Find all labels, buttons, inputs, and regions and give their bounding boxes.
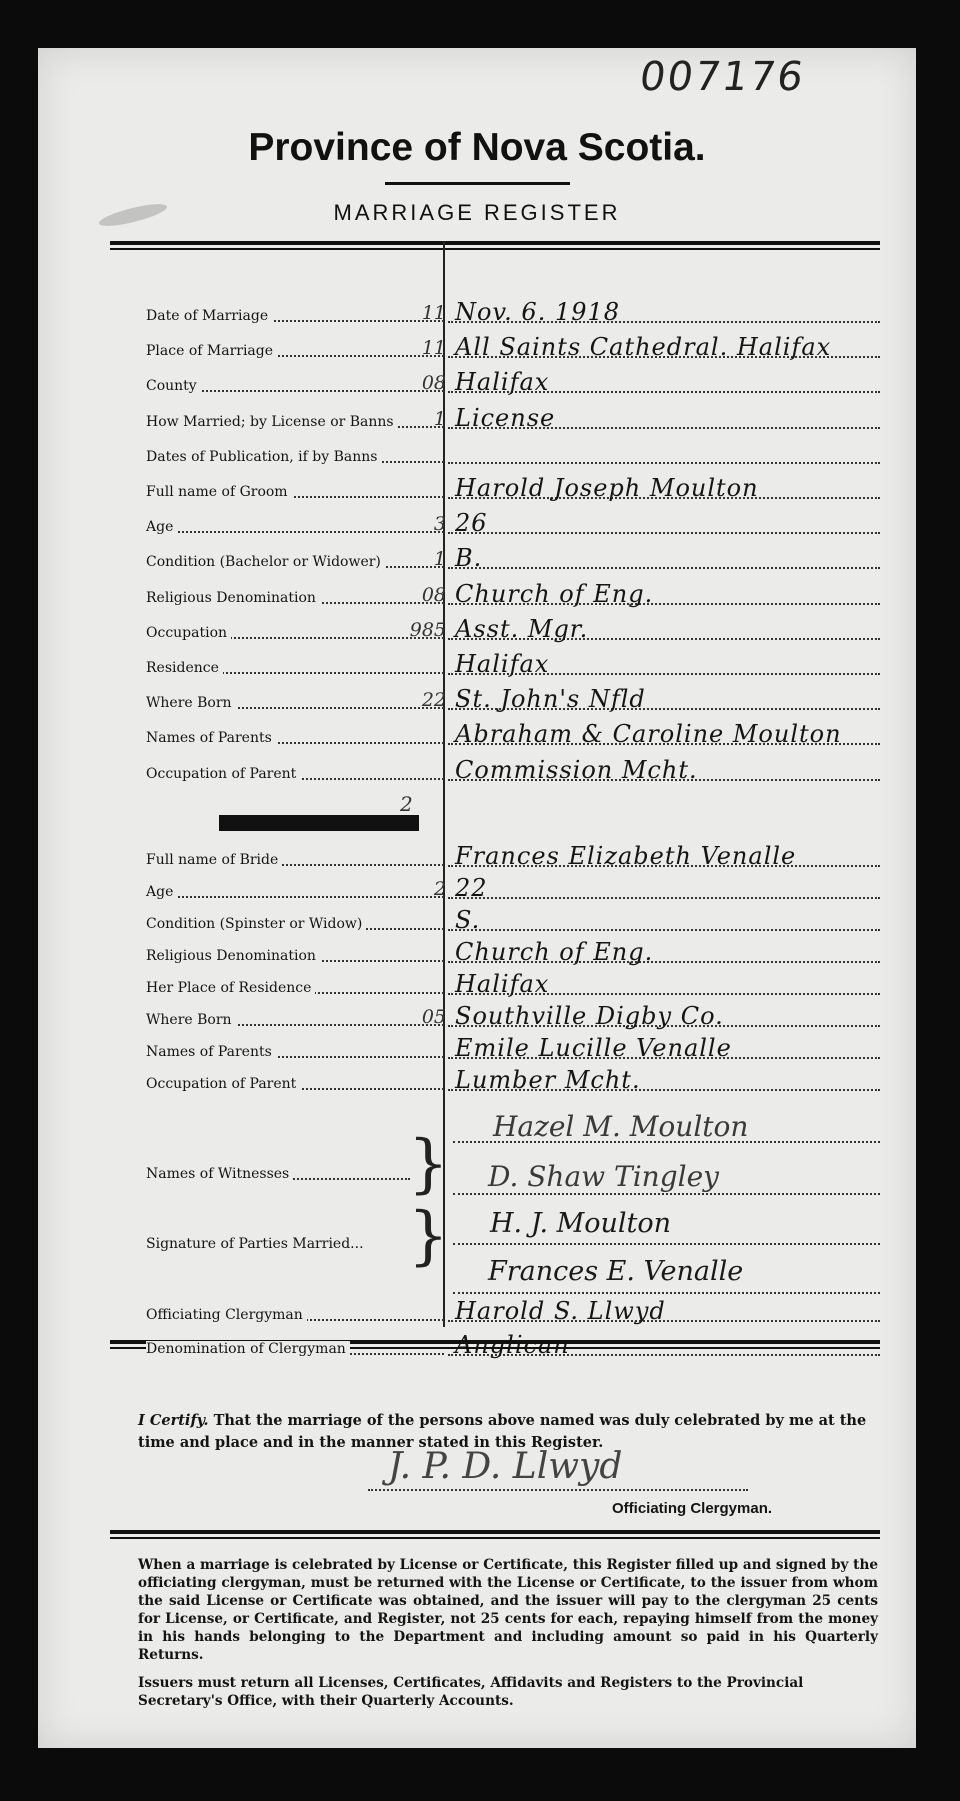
field-value: Halifax [455, 368, 550, 397]
value-line [448, 462, 880, 464]
witness-2-line [453, 1193, 880, 1195]
field-value: License [455, 403, 556, 432]
value-line [448, 897, 880, 899]
form-subtitle: MARRIAGE REGISTER [333, 200, 621, 225]
return-notice: When a marriage is celebrated by License or Certificate, this Register filled up and signed by the officiating clergyman, must be returned with the License or Certificate, to the issuer from whom the said License or Certificate was obtained, and the issuer will pay to the clergyman 25 cents for License, or Certificate, and Register, not 25 cents for each, repaying himself from the money in his hands belonging to the Department and including amount so paid in his Quarterly Returns. [138, 1557, 878, 1663]
bride-field-row [110, 940, 880, 970]
field-code: 2 [433, 878, 446, 900]
field-value: Harold S. Llwyd [455, 1297, 666, 1325]
field-code: 1 [433, 548, 446, 571]
document-number: 007176 [636, 54, 808, 100]
witness-1-line [453, 1141, 880, 1143]
party-2-line [453, 1292, 880, 1294]
field-label: Names of Parents [146, 1044, 276, 1060]
issuer-notice: Issuers must return all Licenses, Certificates, Affidavits and Registers to the Provincial Secretary's Office, with their Quarterly Accounts. [138, 1675, 804, 1709]
field-code: 08 [421, 583, 446, 606]
field-value: S. [455, 906, 481, 934]
groom-field-row [110, 335, 880, 365]
bride-field-row [110, 844, 880, 874]
field-label: Occupation of Parent [146, 1076, 300, 1092]
field-value: St. John's Nfld [455, 685, 646, 714]
field-value: Nov. 6. 1918 [455, 298, 621, 326]
groom-field-row [110, 652, 880, 682]
field-label: Full name of Groom [146, 484, 292, 500]
field-value: Abraham & Caroline Moulton [455, 720, 842, 749]
value-line [448, 567, 880, 569]
field-label: Religious Denomination [146, 948, 320, 964]
witness-1: Hazel M. Moulton [493, 1110, 749, 1143]
field-label: Residence [146, 660, 223, 676]
field-label: Denomination of Clergyman [146, 1341, 350, 1357]
field-label: Age [146, 884, 177, 900]
field-code: 3 [433, 513, 446, 536]
certify-lead: I Certify. [138, 1412, 209, 1429]
field-value: Church of Eng. [455, 579, 654, 608]
bride-field-row [110, 908, 880, 938]
bride-section-bar [219, 815, 419, 831]
clergy-field-row [110, 1299, 880, 1329]
field-label: Date of Marriage [146, 308, 272, 324]
field-label: Place of Marriage [146, 343, 277, 359]
bride-field-row [110, 1004, 880, 1034]
bride-section-code: 2 [400, 792, 413, 816]
field-code: 1 [433, 407, 446, 430]
field-label: Where Born [146, 695, 236, 711]
signature-line [368, 1489, 748, 1491]
field-label: County [146, 378, 201, 394]
bride-field-row [110, 1036, 880, 1066]
groom-field-row [110, 511, 880, 541]
value-line [448, 532, 880, 534]
groom-field-row [110, 722, 880, 752]
field-value: Church of Eng. [455, 938, 654, 966]
top-double-rule [110, 241, 880, 250]
field-value: Halifax [455, 970, 550, 998]
field-label: Dates of Publication, if by Banns [146, 449, 381, 465]
officiating-label: Officiating Clergyman. [612, 1500, 773, 1517]
field-label: Condition (Spinster or Widow) [146, 916, 366, 932]
field-label: Her Place of Residence [146, 980, 315, 996]
field-code: 08 [421, 372, 446, 395]
value-line [448, 929, 880, 931]
groom-field-row [110, 441, 880, 471]
party-2: Frances E. Venalle [488, 1256, 744, 1287]
groom-field-row [110, 755, 880, 788]
field-label: Religious Denomination [146, 590, 320, 606]
field-value: Frances Elizabeth Venalle [455, 842, 797, 870]
witnesses-label: Names of Witnesses [146, 1166, 293, 1182]
witnesses-brace: } [408, 1127, 449, 1201]
party-1-line [453, 1243, 880, 1245]
party-1: H. J. Moulton [490, 1208, 672, 1239]
certify-text: That the marriage of the persons above named was duly celebrated by me at the time and place and in the manner stated in this Register. [138, 1412, 867, 1451]
field-label: Occupation of Parent [146, 766, 300, 782]
form-title: Province of Nova Scotia. [248, 126, 706, 169]
field-value: 22 [455, 874, 488, 902]
field-code: 11 [421, 337, 446, 360]
field-value: Lumber Mcht. [455, 1066, 641, 1094]
field-code: 11 [421, 302, 446, 324]
groom-field-row [110, 403, 880, 436]
groom-field-row [110, 579, 880, 612]
witness-2: D. Shaw Tingley [488, 1160, 719, 1193]
field-code: 05 [421, 1006, 446, 1028]
field-label: Age [146, 519, 177, 535]
groom-field-row [110, 370, 880, 400]
bottom-double-rule [110, 1530, 880, 1539]
field-value: All Saints Cathedral. Halifax [455, 333, 832, 362]
field-label: Condition (Bachelor or Widower) [146, 554, 385, 570]
parties-label: Signature of Parties Married... [146, 1236, 368, 1252]
register-form [38, 48, 916, 1748]
field-label: Officiating Clergyman [146, 1307, 307, 1323]
groom-field-row [110, 546, 880, 576]
field-label: Full name of Bride [146, 852, 282, 868]
field-label: Where Born [146, 1012, 236, 1028]
bride-field-row [110, 1068, 880, 1098]
field-value: 26 [455, 509, 488, 538]
field-value: Commission Mcht. [455, 755, 698, 784]
clergy-signature: J. P. D. Llwyd [388, 1446, 623, 1487]
groom-field-row [110, 476, 880, 506]
field-value: Harold Joseph Moulton [455, 474, 759, 502]
bride-field-row [110, 876, 880, 906]
field-value: Asst. Mgr. [455, 614, 589, 643]
field-value: Emile Lucille Venalle [455, 1034, 732, 1062]
field-label: How Married; by License or Banns [146, 414, 398, 430]
field-value: Anglican [455, 1331, 570, 1359]
field-value: Southville Digby Co. [455, 1002, 724, 1030]
field-code: 22 [421, 689, 446, 712]
field-value: Halifax [455, 650, 550, 678]
groom-field-row [110, 687, 880, 717]
field-label: Names of Parents [146, 730, 276, 746]
field-value: B. [455, 544, 483, 573]
groom-field-row [110, 300, 880, 330]
groom-field-row [110, 614, 880, 647]
title-rule [385, 182, 570, 185]
field-code: 985 [409, 618, 446, 641]
bride-field-row [110, 972, 880, 1002]
field-label: Occupation [146, 625, 231, 641]
parties-brace: } [408, 1199, 449, 1273]
